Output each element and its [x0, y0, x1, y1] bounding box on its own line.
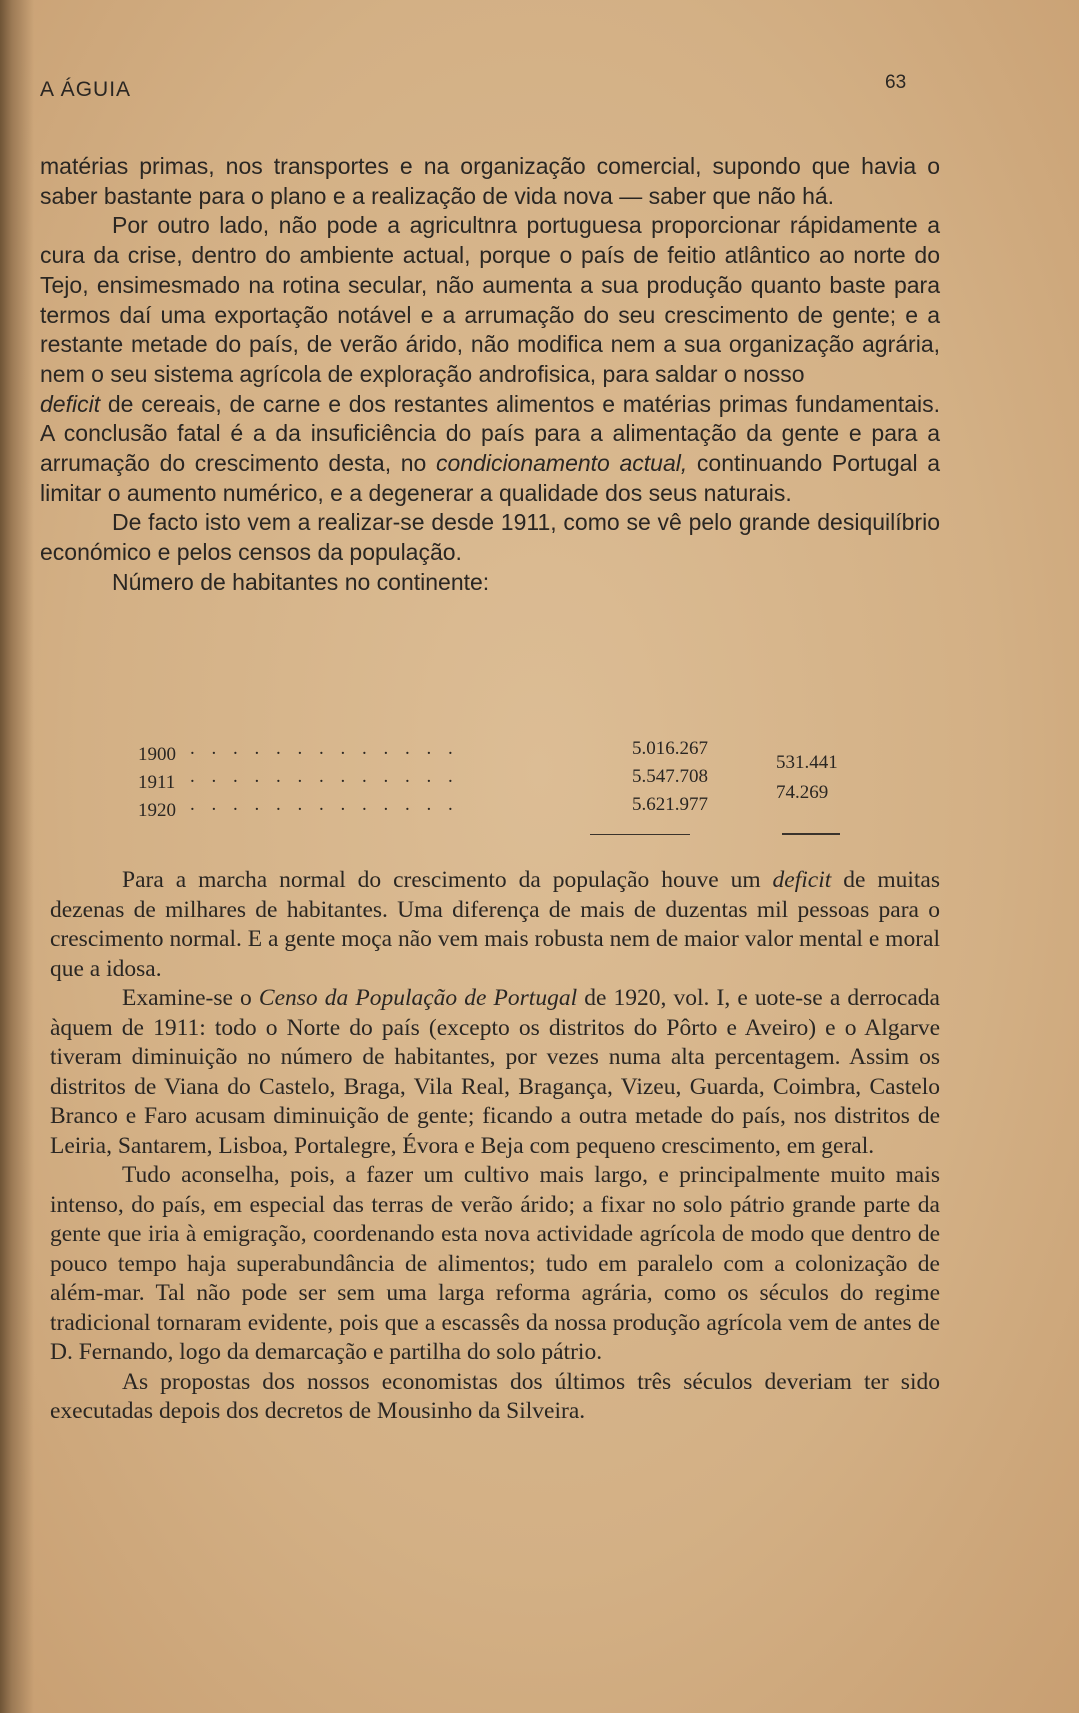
italic-term: condicionamento actual, [435, 450, 688, 477]
paragraph: Examine-se o Censo da População de Portugal de 1920, vol. I, e uote-se a derrocada àquem de 1911: todo o Norte do país (excepto os distritos do Pôrto e Aveiro) e o Algarve tiveram diminuição no número de habitantes, por vezes numa alta percentagem. Assim os distritos de Viana do Castelo, Braga, Vila Real, Bragança, Vizeu, Guarda, Coimbra, Castelo Branco e Faro acusam diminuição de gente; ficando a outra metade do país, nos distritos de Leiria, Santarem, Lisboa, Portalegre, Évora e Beja com pequeno crescimento, em geral. [50, 985, 940, 1159]
census-table [138, 738, 858, 848]
difference-rule [782, 833, 840, 835]
body-text-bottom [50, 866, 940, 1427]
leader-dots: . . . . . . . . . . . . . [190, 738, 459, 759]
paragraph: Para a marcha normal do crescimento da população houve um deficit de muitas dezenas de milhares de habitantes. Uma diferença de mais de duzentas mil pessoas para o crescimento normal. E a gente moça não vem mais robusta nem de maior valor mental e moral que a idosa. [50, 867, 941, 982]
paragraph: Tudo aconselha, pois, a fazer um cultivo mais largo, e principalmente muito mais intenso, do país, em especial das terras de verão árido; a fixar no solo pátrio grande parte da gente que iria à emigração, coordenando esta nova actividade agrícola de modo que dentro de pouco tempo haja superabundância de alimentos; tudo em paralelo com a colonização de além-mar. Tal não pode ser sem uma larga reforma agrária, como os séculos do regime tradicional tornaram evidente, pois que a escassês da nossa produção agrícola vem de antes de D. Fernando, logo da demarcação e partilha do solo pátrio. [50, 1162, 940, 1365]
table-caption: Número de habitantes no continente: [112, 568, 490, 595]
paragraph: De facto isto vem a realizar-se desde 1911, como se vê pelo grande desiquilíbrio económico e pelos censos da população. [40, 509, 940, 566]
paragraph: Por outro lado, não pode a agricultnra portuguesa proporcionar rápidamente a cura da crise, dentro do ambiente actual, porque o país de feitio atlântico ao norte do Tejo, ensimesmado na rotina secular, não aumenta a sua produção quanto baste para termos daí uma exportação notável e a arrumação do seu crescimento de gente; e a restante metade do país, de verão árido, não modifica nem a sua organização agrária, nem o seu sistema agrícola de exploração androfisica, para saldar o nosso [40, 212, 940, 387]
italic-term: deficit [40, 390, 101, 417]
population: 5.547.708 [632, 766, 708, 787]
table-row [138, 766, 708, 794]
paragraph: deficit de cereais, de carne e dos restantes alimentos e matérias primas fundamentais. A conclusão fatal é a da insuficiência do país para a alimentação da gente e para a arrumação do crescimento desta, no condicionamento actual, continuando Portugal a limitar o aumento numérico, e a degenerar a qualidade dos seus naturais. [40, 390, 940, 506]
table-row [138, 794, 708, 822]
body-text-top [40, 152, 940, 598]
population: 5.621.977 [632, 794, 708, 815]
leader-dots: . . . . . . . . . . . . . [190, 766, 459, 787]
paragraph: As propostas dos nossos economistas dos últimos três séculos deveriam ter sido executadas depois dos decretos de Mousinho da Silveira. [50, 1368, 940, 1424]
page-number: 63 [885, 72, 907, 93]
leader-dots: . . . . . . . . . . . . . [190, 794, 459, 815]
binding-shadow [0, 0, 34, 1713]
total-rule [590, 834, 690, 835]
difference: 74.269 [776, 782, 829, 803]
running-header: A ÁGUIA [40, 78, 132, 101]
table-row [138, 738, 708, 766]
paragraph: matérias primas, nos transportes e na organização comercial, supondo que havia o saber bastante para o plano e a realização de vida nova — saber que não há. [40, 153, 940, 209]
year: 1900 [138, 744, 176, 765]
difference: 531.441 [776, 752, 838, 773]
italic-term: deficit [772, 867, 832, 893]
population: 5.016.267 [632, 738, 708, 759]
year: 1920 [138, 800, 176, 821]
year: 1911 [138, 772, 176, 793]
italic-title: Censo da População de Portugal [258, 985, 578, 1011]
